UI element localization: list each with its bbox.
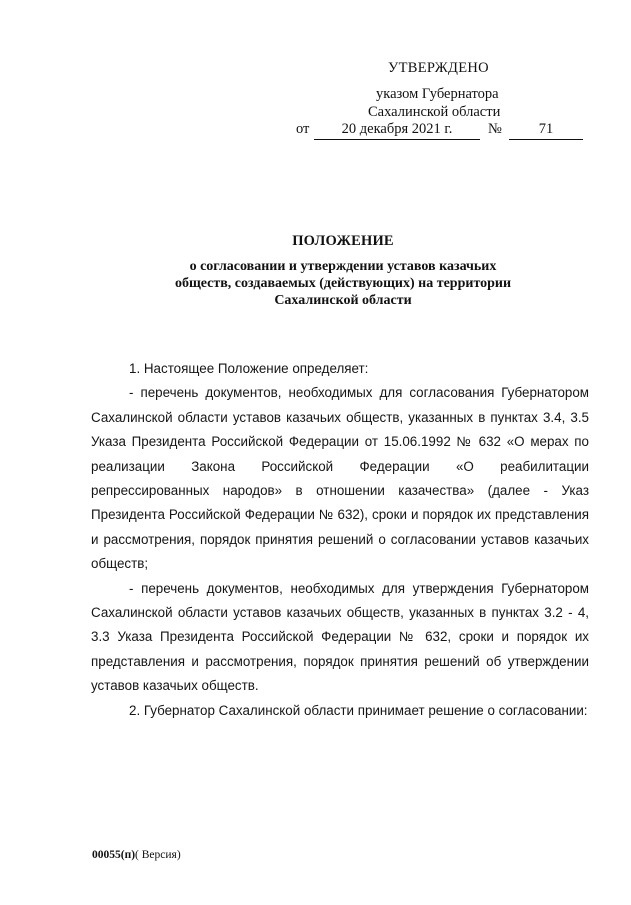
paragraph-3: - перечень документов, необходимых для утверждения Губернатором Сахалинской области уставов казачьих обществ, указанных в пунктах 3.2 - 4, 3.3 Указа Президента Российской Федерации № 632, сроки и порядок их представления и рассмотрения, порядок принятия решений об утверждении уставов казачьих обществ. (91, 580, 589, 694)
number-sign: № (488, 121, 502, 137)
paragraph-1: 1. Настоящее Положение определяет: (129, 361, 369, 376)
document-subtitle-line3: Сахалинской области (274, 293, 412, 308)
document-body (91, 357, 589, 723)
document-title: ПОЛОЖЕНИЕ (292, 233, 394, 249)
footer-code: 00055(п) (92, 849, 136, 861)
approval-number: 71 (509, 121, 583, 140)
approval-date: 20 декабря 2021 г. (314, 121, 480, 140)
footer-document-code (92, 849, 181, 861)
approval-issuer-line2: Сахалинской области (368, 104, 501, 120)
document-subtitle-line1: о согласовании и утверждении уставов казачьих (189, 259, 497, 274)
date-prefix: от (296, 121, 310, 137)
document-subtitle-line2: обществ, создаваемых (действующих) на территории (174, 276, 512, 291)
approval-issuer-line1: указом Губернатора (376, 86, 499, 102)
paragraph-2: - перечень документов, необходимых для согласования Губернатором Сахалинской области уставов казачьих обществ, указанных в пунктах 3.4, 3.5 Указа Президента Российской Федерации от 15.06.1992 № 632 «О мерах по реализации Закона Российской Федерации «О реабилитации репрессированных народов» в отношении казачества» (далее - Указ Президента Российской Федерации № 632), сроки и порядок их представления и рассмотрения, порядок принятия решений о согласовании уставов казачьих обществ; (91, 385, 589, 572)
footer-version: ( Версия) (135, 849, 181, 861)
approval-title: УТВЕРЖДЕНО (388, 60, 489, 76)
paragraph-4: 2. Губернатор Сахалинской области принимает решение о согласовании: (129, 702, 588, 718)
